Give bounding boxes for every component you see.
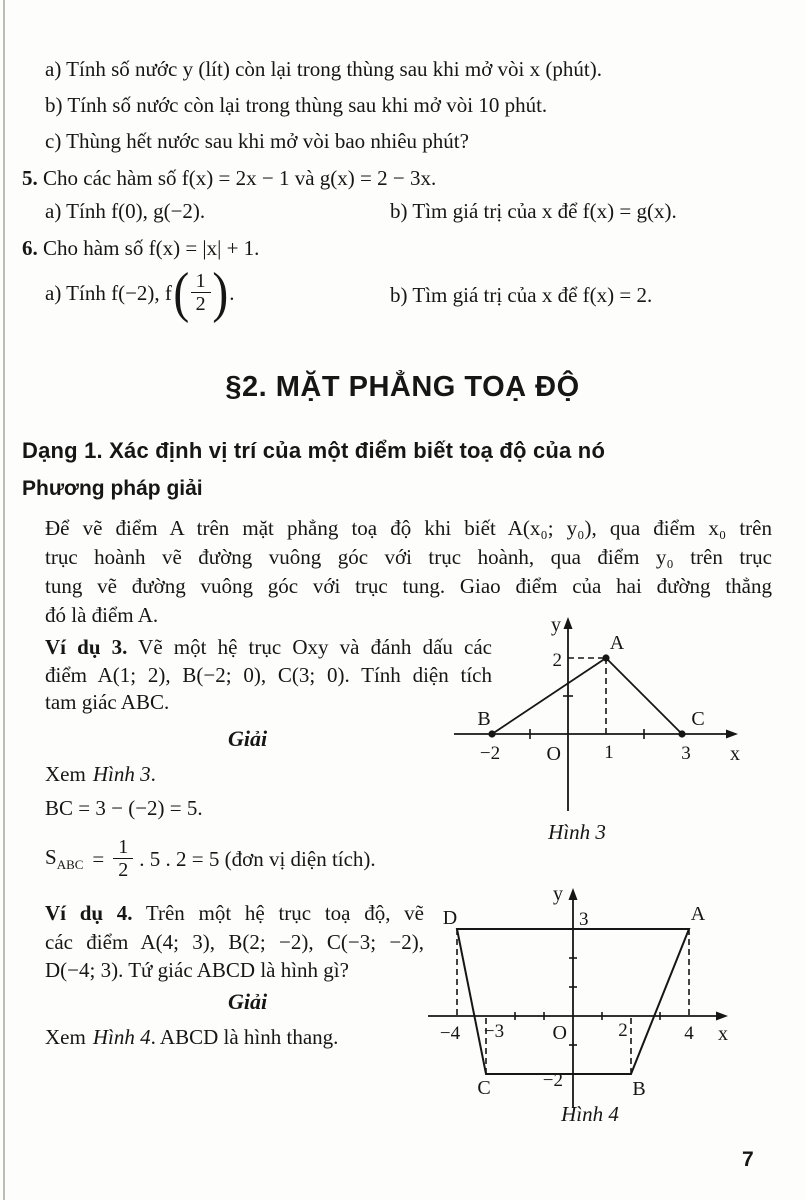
figure-3-reference: Hình 3 (92, 762, 151, 786)
example-4-statement-1: Trên một hệ trục toạ độ, vẽ (145, 901, 424, 925)
problem-5-statement: Cho các hàm số f(x) = 2x − 1 và g(x) = 2 − 3x. (43, 166, 437, 190)
x-axis-label: x (730, 743, 740, 765)
example-4-line-1 (45, 899, 424, 928)
example-4-line-3: D(−4; 3). Tứ giác ABCD là hình gì? (45, 958, 349, 982)
example-4-solution-heading: Giải (227, 989, 268, 1014)
tick-label-3: 3 (681, 743, 691, 764)
fraction-numerator: 1 (195, 270, 206, 292)
fraction-one-half (191, 271, 211, 315)
problem-6-part-a-period: . (229, 280, 235, 305)
fraction-denominator: 2 (113, 858, 133, 881)
example-4-label: Ví dụ 4. (45, 901, 133, 925)
tick-label-y2: 2 (552, 650, 562, 671)
exercise-item-a: a) Tính số nước y (lít) còn lại trong thùng sau khi mở vòi x (phút). (45, 57, 602, 81)
figure-4-caption: Hình 4 (561, 1102, 619, 1126)
method-line-4: đó là điểm A. (45, 603, 159, 627)
see-suffix: . (150, 762, 156, 786)
example-4-see-figure (45, 1025, 338, 1050)
fraction-denominator: 2 (191, 292, 211, 315)
problem-5-part-b: b) Tìm giá trị của x để f(x) = g(x). (390, 199, 677, 223)
example-4-block (45, 899, 424, 985)
fraction-numerator: 1 (118, 836, 129, 858)
figure-4-reference: Hình 4 (92, 1025, 151, 1049)
problem-5 (22, 166, 436, 191)
method-line-1: Để vẽ điểm A trên mặt phẳng toạ độ khi biết A(x₀; y₀), qua điểm x₀ trên (45, 516, 772, 540)
tick-label-minus2: −2 (542, 1070, 563, 1091)
y-axis-arrow (569, 888, 578, 900)
see-word: Xem (45, 1025, 86, 1049)
point-B-label: B (632, 1078, 646, 1100)
problem-6-part-a-text: a) Tính f(−2), f (45, 280, 172, 305)
point-A-label: A (690, 903, 706, 925)
point-C-label: C (477, 1077, 491, 1099)
problem-5-part-a: a) Tính f(0), g(−2). (45, 199, 206, 223)
origin-label: O (552, 1022, 567, 1044)
fraction-one-half (113, 837, 133, 881)
problem-6-number: 6. (22, 236, 38, 260)
method-heading: Phương pháp giải (22, 477, 203, 500)
x-axis-arrow (716, 1012, 728, 1021)
point-B-label: B (477, 708, 491, 730)
example-3-see-figure (45, 762, 156, 787)
problem-6 (22, 236, 259, 261)
example-3-line-2: điểm A(1; 2), B(−2; 0), C(3; 0). Tính diện tích (45, 662, 492, 687)
origin-label: O (546, 743, 561, 765)
problem-6-part-b: b) Tìm giá trị của x để f(x) = 2. (390, 283, 653, 307)
point-B-dot (488, 730, 495, 737)
tick-label-4: 4 (684, 1023, 694, 1044)
tick-label-1: 1 (604, 742, 614, 763)
point-C-dot (678, 730, 685, 737)
problem-6-statement: Cho hàm số f(x) = |x| + 1. (43, 236, 260, 260)
x-axis-arrow (726, 730, 738, 739)
open-paren: ( (173, 262, 190, 324)
example-3-statement-1: Vẽ một hệ trục Oxy và đánh dấu các (138, 635, 492, 659)
s-subscript: ABC (56, 857, 84, 873)
example-4-line-2: các điểm A(4; 3), B(2; −2), C(−3; −2), (45, 929, 424, 954)
see-word: Xem (45, 762, 86, 786)
problem-6-part-a (45, 262, 234, 324)
example-3-line-1 (45, 634, 492, 662)
tick-label-2: 2 (618, 1020, 628, 1041)
point-D-label: D (442, 907, 458, 929)
area-s-term (45, 845, 83, 873)
y-axis-arrow (564, 617, 573, 629)
y-axis-label: y (551, 614, 561, 636)
example-3-block (45, 634, 492, 717)
equals-sign: = (92, 846, 105, 871)
close-paren: ) (211, 262, 228, 324)
method-line-3: tung vẽ đường vuông góc với trục tung. Giao điểm của hai đường thẳng (45, 574, 772, 598)
page-number: 7 (742, 1148, 754, 1171)
figure-hinh-3 (440, 607, 750, 819)
dang-1-heading: Dạng 1. Xác định vị trí của một điểm biết toạ độ của nó (22, 438, 606, 463)
see-conclusion: . ABCD là hình thang. (150, 1025, 339, 1049)
example-3-line-3: tam giác ABC. (45, 690, 170, 714)
tick-label-minus2: −2 (479, 743, 501, 764)
figure-3-caption: Hình 3 (548, 820, 606, 844)
point-A-label: A (609, 632, 625, 654)
tick-label-minus3: −3 (483, 1021, 505, 1042)
example-3-bc-line: BC = 3 − (−2) = 5. (45, 796, 203, 820)
point-C-label: C (691, 708, 705, 730)
area-formula-rest: . 5 . 2 = 5 (đơn vị diện tích). (139, 846, 376, 871)
method-line-2: trục hoành vẽ đường vuông góc với trục hoành, qua điểm y₀ trên trục (45, 545, 772, 569)
figure-hinh-4 (420, 876, 805, 1112)
problem-5-number: 5. (22, 166, 38, 190)
example-3-area-formula (45, 833, 376, 885)
tick-label-minus4: −4 (439, 1023, 461, 1044)
y-axis-label: y (553, 883, 563, 905)
example-3-solution-heading: Giải (227, 726, 268, 751)
exercise-item-c: c) Thùng hết nước sau khi mở vòi bao nhiêu phút? (45, 129, 469, 153)
segment-AC (606, 658, 682, 734)
exercise-item-b: b) Tính số nước còn lại trong thùng sau khi mở vòi 10 phút. (45, 93, 548, 117)
point-A-dot (602, 654, 609, 661)
segment-BA (492, 658, 606, 734)
s-symbol: S (45, 844, 57, 869)
x-axis-label: x (718, 1023, 728, 1045)
tick-label-y3: 3 (579, 909, 589, 930)
section-title: §2. MẶT PHẲNG TOẠ ĐỘ (225, 371, 580, 403)
page-scan-edge (3, 0, 5, 1200)
example-3-label: Ví dụ 3. (45, 635, 128, 659)
